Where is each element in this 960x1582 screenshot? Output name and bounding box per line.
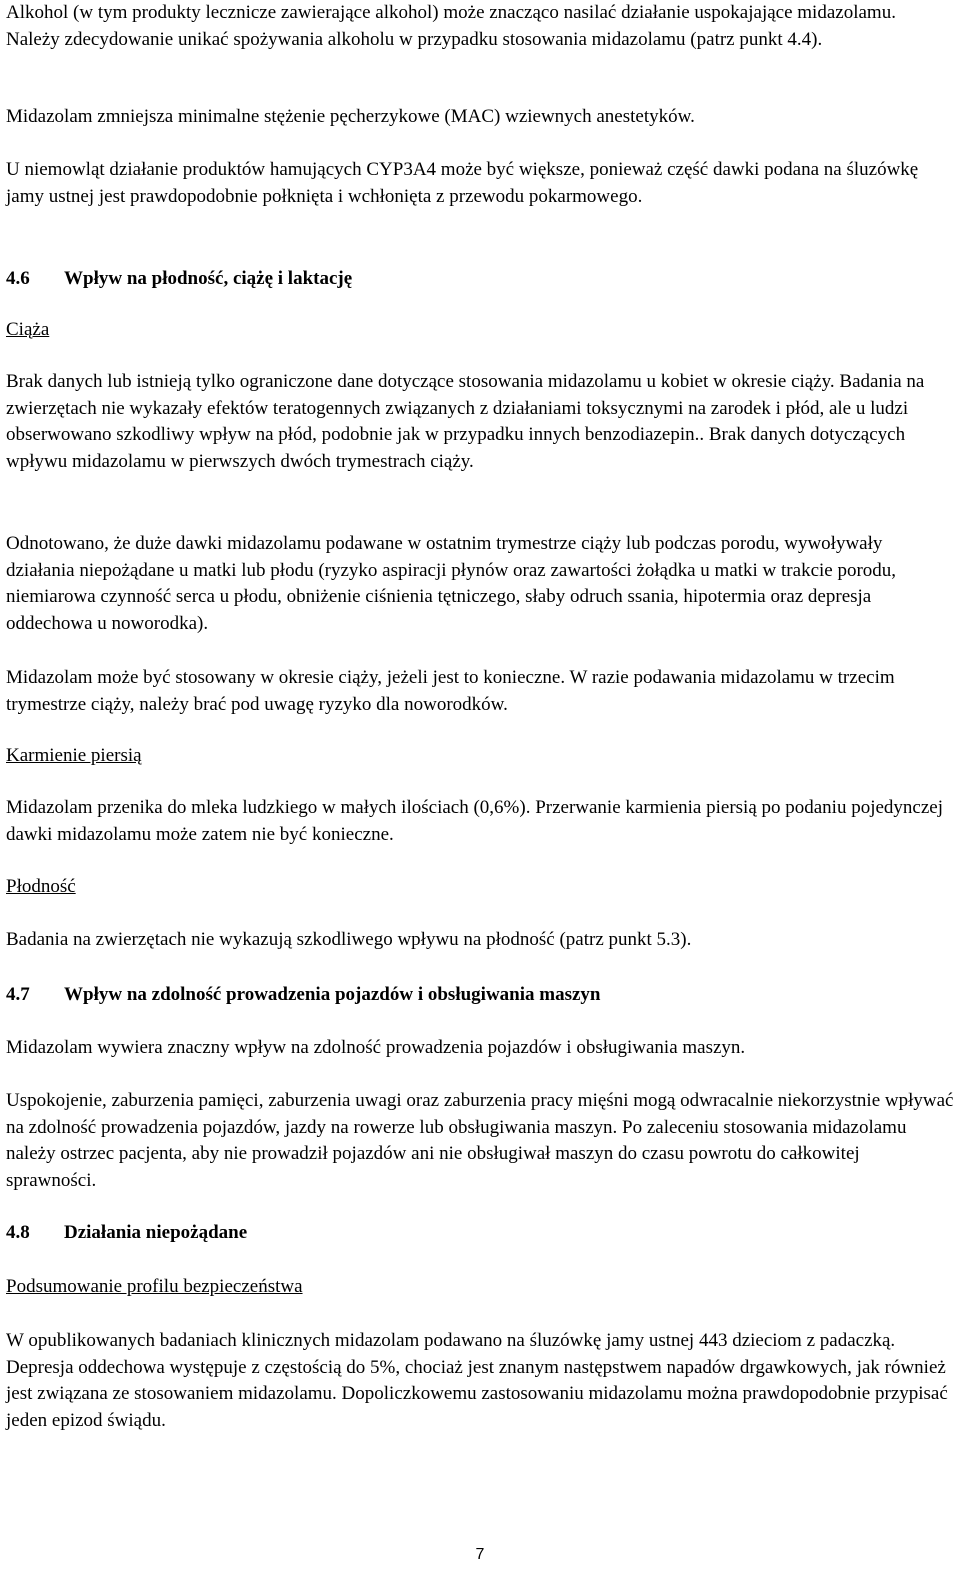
section-number: 4.8 [6, 1222, 30, 1243]
section-title: Działania niepożądane [64, 1222, 248, 1243]
paragraph-pregnancy-use: Midazolam może być stosowany w okresie ciąży, jeżeli jest to konieczne. W razie podawania midazolamu w trzecim trymestrze ciąży, należy brać pod uwagę ryzyko dla noworodków. [6, 667, 895, 715]
section-number: 4.7 [6, 984, 30, 1005]
section-number: 4.6 [6, 268, 30, 289]
paragraph-mac: Midazolam zmniejsza minimalne stężenie pęcherzykowe (MAC) wziewnych anestetyków. [6, 106, 695, 127]
paragraph-driving-warning: Uspokojenie, zaburzenia pamięci, zaburzenia uwagi oraz zaburzenia pracy mięśni mogą odwracalnie niekorzystnie wpływać na zdolność prowadzenia pojazdów, jazdy na rowerze lub obsługiwania maszyn. Po zaleceniu stosowania midazolamu należy ostrzec pacjenta, aby nie prowadził pojazdów ani nie obsługiwał maszyn do czasu powrotu do całkowitej sprawności. [6, 1090, 954, 1191]
paragraph-breastfeeding: Midazolam przenika do mleka ludzkiego w małych ilościach (0,6%). Przerwanie karmienia piersią po podaniu pojedynczej dawki midazolamu może zatem nie być konieczne. [6, 797, 944, 845]
subheading-safety-summary: Podsumowanie profilu bezpieczeństwa [6, 1276, 303, 1297]
paragraph-pregnancy-data: Brak danych lub istnieją tylko ograniczone dane dotyczące stosowania midazolamu u kobiet w okresie ciąży. Badania na zwierzętach nie wykazały efektów teratogennych związanych z działaniami toksycznymi na zarodek i płód, ale u ludzi obserwowano szkodliwy wpływ na płód, podobnie jak w przypadku innych benzodiazepin.. Brak danych dotyczących wpływu midazolamu w pierwszych dwóch trymestrach ciąży. [6, 371, 925, 472]
paragraph-fertility: Badania na zwierzętach nie wykazują szkodliwego wpływu na płodność (patrz punkt 5.3). [6, 929, 692, 950]
subheading-fertility: Płodność [6, 876, 76, 897]
paragraph-alcohol: Alkohol (w tym produkty lecznicze zawierające alkohol) może znacząco nasilać działanie uspokajające midazolamu. Należy zdecydowanie unikać spożywania alkoholu w przypadku stosowania midazolamu (patrz punkt 4.4). [6, 2, 896, 50]
section-title: Wpływ na zdolność prowadzenia pojazdów i obsługiwania maszyn [64, 984, 601, 1005]
subheading-breastfeeding: Karmienie piersią [6, 745, 142, 766]
section-title: Wpływ na płodność, ciążę i laktację [64, 268, 353, 289]
paragraph-driving-effect: Midazolam wywiera znaczny wpływ na zdolność prowadzenia pojazdów i obsługiwania maszyn. [6, 1037, 746, 1058]
section-heading-4-8 [6, 1220, 247, 1247]
paragraph-infants-cyp3a4: U niemowląt działanie produktów hamujących CYP3A4 może być większe, ponieważ część dawki podana na śluzówkę jamy ustnej jest prawdopodobnie połknięta i wchłonięta z przewodu pokarmowego. [6, 159, 919, 207]
section-heading-4-7 [6, 982, 600, 1009]
paragraph-safety-summary: W opublikowanych badaniach klinicznych midazolam podawano na śluzówkę jamy ustnej 443 dzieciom z padaczką. Depresja oddechowa występuje z częstością do 5%, chociaż jest znanym następstwem napadów drgawkowych, jak również jest związana ze stosowaniem midazolamu. Dopoliczkowemu zastosowaniu midazolamu można prawdopodobnie przypisać jeden epizod świądu. [6, 1330, 948, 1431]
subheading-pregnancy: Ciąża [6, 319, 50, 340]
section-heading-4-6 [6, 266, 352, 293]
page-number: 7 [475, 1546, 485, 1563]
paragraph-pregnancy-high-doses: Odnotowano, że duże dawki midazolamu podawane w ostatnim trymestrze ciąży lub podczas porodu, wywoływały działania niepożądane u matki lub płodu (ryzyko aspiracji płynów oraz zawartości żołądka u matki w trakcie porodu, niemiarowa czynność serca u płodu, obniżenie ciśnienia tętniczego, słaby odruch ssania, hipotermia oraz depresja oddechowa u noworodka). [6, 533, 897, 634]
